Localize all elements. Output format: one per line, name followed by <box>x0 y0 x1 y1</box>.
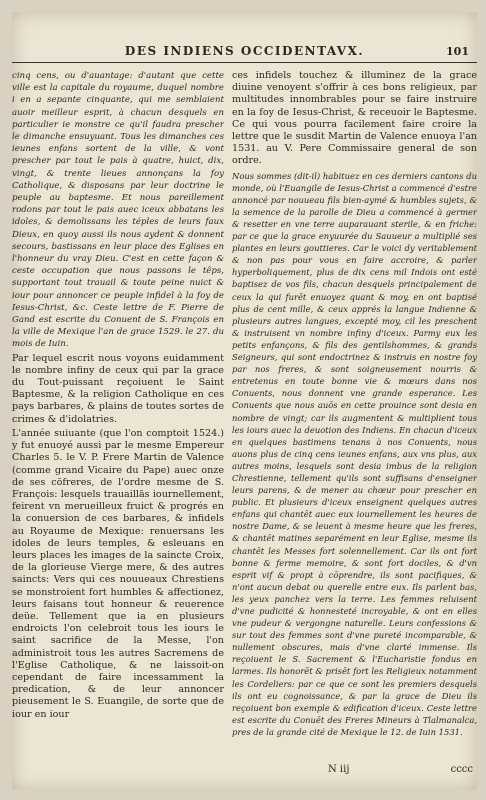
catchword: cccc <box>450 764 473 775</box>
header-rule <box>12 62 477 63</box>
page-number: 101 <box>446 45 469 58</box>
paragraph-letter-martin-de-valence: Nous sommes (dit-il) habituez en ces derniers cantons du monde, où l'Euangile de Iesus-Christ a commencé d'estre annoncé par nouueau fils bien-aymé & humbles sujets, & la semence de la parolle de Dieu a commencé à germer & resetter en vne terre auparauant sterile, & en friche: par ce que la grace enyuurée du Sauueur a multiplié ses plantes en leurs gouttieres. Car le voici dy veritablement & non pas pour vous en faire accroire, & parler hyperboliquement, plus de dix cens mil Indois ont esté baptisez de vos fils, chacun desquels principalement de ceux la qui furēt enuoyez quant & moy, en ont baptisé plus de cent mille, & ceux apprés la langue Indienne & plusieurs autres langues, excepté moy, cil les preschent & instruisent vn nombre infiny d'iceux. Parmy eux les petits enfançons, & fils des gentilshommes, & grands Seigneurs, qui sont endoctrinez & instruis en nostre foy par nos freres, & sont soigneusement nourris & entretenus en toute bonne vie & mœurs dans nos Conuents, nous donnent vne grande esperance. Les Conuents que nous auōs en cette prouince sont desia en nombre de vingt; car ils augmentent & multiplient tous les iours auec la deuotion des Indiens. En chacun d'iceux en quelques bastimens tenans à nos Conuents, nous auons plus de cinq cens ieunes enfans, aux vns plus, aux autres moins, lesquels sont desia imbus de la religion Chrestienne, tellement qu'ils sont suffisans d'enseigner leurs parens, & de mener au chœur pour prescher en public. Et plusieurs d'iceux enseignent quelques autres enfans qui chantēt auec eux iournellement les heures de nostre Dame, & se leuent à mesme heure que les freres, & chantēt matines separément en leur Eglise, mesme ils chantēt les Messes fort solennellement. Car ils ont fort bonne & ferme memoire, & sont fort dociles, & d'vn esprit vif & propt à cōprendre, ils sont pacifiques, & n'ont aucun debat ou querelle entre eux. Ils parlent bas, les yeux panchez vers la terre. Les femmes reluisent d'vne pudicité & honnesteté incroyable, & ont en elles vne pudeur & vergongne naturelle. Leurs confessions & sur tout des femmes sont d'vne pureté incomparable, & nullement obscures, mais d'vne clarté immense. Ils reçoiuent le S. Sacrement & l'Eucharistie fondus en larmes. Ils honorēt & prisēt fort les Religieux notamment les Cordeliers: par ce que ce sont les premiers desquels ils ont eu cognoissance, & par la grace de Dieu ils reçoiuent bon exemple & edification d'iceux. Ceste lettre est escrite du Conuēt des Freres Mineurs à Tlalmanalca, pres de la grande cité de Mexique le 12. de Iuin 1531. <box>232 170 477 737</box>
paragraph-martin-de-valence: L'année suiuante (que l'on comptoit 1524.) y fut enuoyé aussi par le mesme Empereur Charles 5. le V. P. Frere Martin de Valence (comme grand Vicaire du Pape) auec onze de ses cōfreres, de l'ordre mesme de S. François: lesquels trauaillās iournellement, feirent vn merueilleux fruict & progrés en la conuersion de ces barbares, & infidels au Royaume de Mexique: renuersans les idoles de leurs temples, & esleuans en leurs places les images de la saincte Croix, de la glorieuse Vierge mere, & des autres saincts: Vers qui ces nouueaux Chrestiens se monstroient fort humbles & affectionez, leurs faisans tout honneur & reuerence deüe. Tellement que ia en plusieurs endroicts l'on celebroit tous les iours le saint sacrifice de la Messe, l'on administroit tous les autres Sacremens de l'Eglise Catholique, & ne laissoit-on cependant de faire incessamment la predication, & de leur annoncer pieusement le S. Euangile, de sorte que de iour en iour <box>12 427 224 720</box>
paragraph-commentary: Par lequel escrit nous voyons euidamment le nombre infiny de ceux qui par la grace du Tout-puissant reçoiuent le Saint Baptesme, & la religion Catholique en ces pays barbares, & plains de toutes sortes de crimes & d'idolatries. <box>12 352 224 425</box>
paragraph-letter-pierre-de-gand: cinq cens, ou d'auantage: d'autant que cette ville est la capitale du royaume, duquel nombre i en a sepante cinquante, qui me semblaient auoir meilleur esprit, à chacun desquels en particulier ie monstre ce qu'il faudra prescher le dimanche ensuyuant. Tous les dimanches ces ieunes enfans sortent de la ville, & vont prescher par tout le pais à quatre, huict, dix, vingt, & trente lieues annonçans la foy Catholique, & disposans par leur doctrine le peuple au baptesme. Et nous pareillement rodons par tout le pais auec iceux abbatans les idoles, & demolissans les téples de leurs faux Dieux, en quoy aussi ils nous aydent & donnent secours, bastissans en leur place des Eglises en l'honneur du vray Dieu. C'est en cette façon & ceste occupation que nous passons le têps, supportant tout trauail & toute peine nuict & iour pour annoncer ce peuple infidel à la foy de Iesus-Christ, &c. Ceste lettre de F. Pierre de Gand est escrite du Conuent de S. François en la ville de Mexique l'an de grace 1529. le 27. du mois de Iuin. <box>12 71 224 350</box>
left-column <box>12 70 224 770</box>
page-header <box>12 42 477 66</box>
page-footer <box>232 764 477 778</box>
book-page <box>12 12 477 790</box>
right-column <box>232 70 477 762</box>
running-title: DES INDIENS OCCIDENTAVX. <box>124 44 365 58</box>
paragraph-continuation: ces infidels touchez & illuminez de la grace diuine venoyent s'offrir à ces bons religieux, par multitudes innombrables pour se faire instruire en la foy de Iesus-Christ, & receuoir le Baptesme. Ce qui vous pourra facilement faire croire la lettre que le susdit Martin de Valence enuoya l'an 1531. au V. Pere Commissaire general de son ordre. <box>232 70 477 167</box>
signature-mark: N iij <box>328 764 350 775</box>
